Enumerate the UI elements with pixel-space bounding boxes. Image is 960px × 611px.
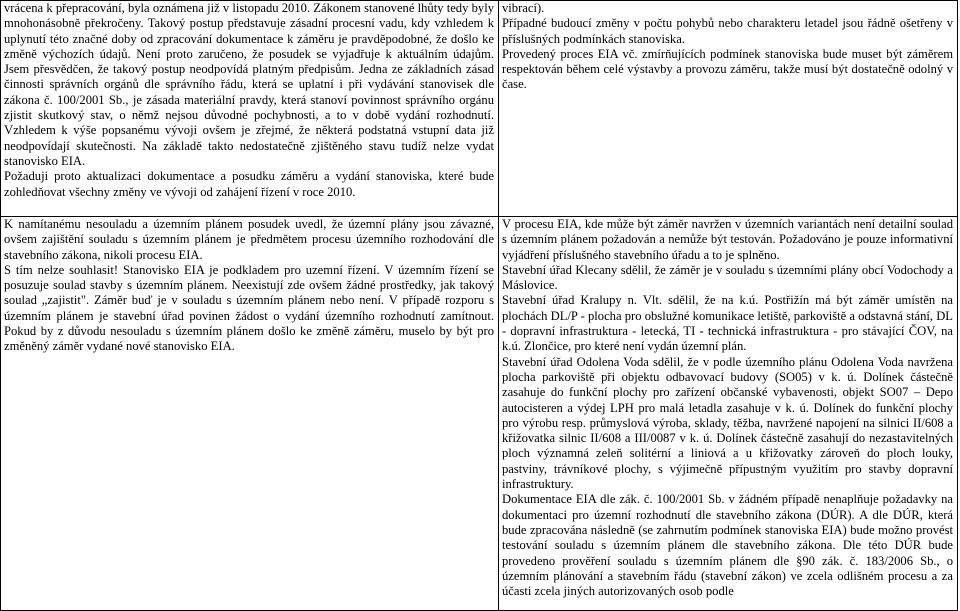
paragraph: Stavební úřad Klecany sdělil, že záměr je v souladu s územními plány obcí Vodochody a Máslovice. (502, 262, 953, 293)
table-row (1, 217, 958, 611)
table-row (1, 1, 958, 217)
paragraph: Stavební úřad Kralupy n. Vlt. sdělil, že na k.ú. Postřižín má být záměr umístěn na plochách DL/P - plocha pro obslužné komunikace letiště, parkoviště a odstavná stání, DL - dopravní infrastruktura - letecká, TI - technická infrastruktura - pro stávající ČOV, na k.ú. Zlončice, pro které není vydán územní plán. (502, 293, 953, 354)
paragraph: vibrací). (502, 1, 545, 15)
paragraph: Stavební úřad Odolena Voda sdělil, že v podle územního plánu Odolena Voda navržena plocha parkoviště při objektu odbavovací budovy (SO05) v k. ú. Dolínek částečně zasahuje do funkční plochy pro zařízení občanské vybavenosti, objekt SO07 – Depo autocisteren a výdej LPH pro malá letadla zasahuje v k. ú. Dolínek do funkční plochy pro výrobu resp. průmyslová výroba, sklady, těžba, navržené napojení na silnici II/608 a křižovatka silnic II/608 a III/0087 v k. ú. Dolínek částečně zasahují do nezastavitelných ploch významná zeleň solitérní a liniová a u křižovatky zároveň do ploch louky, pastviny, trávníkové plochy, s výjimečně přípustným využitím pro stavby dopravní infrastruktury. (502, 354, 953, 492)
paragraph: S tím nelze souhlasit! Stanovisko EIA je podkladem pro uzemní řízení. V územním řízení se posuzuje soulad stavby s územním plánem. Neexistují zde ovšem žádné prostředky, jak takový soulad „zajistit". Záměr buď je v souladu s územním plánem nebo není. V případě rozporu s územním plánem je stavební úřad povinen žádost o vydání územního rozhodnutí zamítnout. Pokud by z důvodu nesouladu s územním plánem došlo ke změně záměru, muselo by být pro změněný záměr vydané nové stanovisko EIA. (4, 262, 494, 354)
response-cell (499, 1, 958, 217)
response-cell (499, 217, 958, 611)
paragraph: vrácena k přepracování, byla oznámena již v listopadu 2010. Zákonem stanovené lhůty tedy byly mnohonásobně překročeny. Takový postup představuje zásadní procesní vadu, kdy vzhledem k uplynutí této značné doby od zpracování dokumentace k záměru je pravděpodobné, že došlo ke změně výchozích údajů. Není proto zaručeno, že posudek se vyjadřuje k aktuálním údajům. Jsem přesvědčen, že takový postup neodpovídá platným předpisům. Jedna ze základních zásad činnosti správních orgánů dle správního řádu, která se uplatní i při vydávání stanovisek dle zákona č. 100/2001 Sb., je zásada materiální pravdy, která stanoví povinnost správního orgánu zjistit skutkový stav, o němž nejsou důvodné pochybnosti, a to v době vydání rozhodnutí. Vzhledem k výše popsanému vývoji ovšem je zřejmé, že některá podstatná vstupní data již neodpovídají skutečnosti. Na základě takto nedostatečně zjištěného stavu tudíž nelze vydat stanovisko EIA. (4, 1, 494, 168)
paragraph: Dokumentace EIA dle zák. č. 100/2001 Sb. v žádném případě nenaplňuje požadavky na dokumentaci pro územní rozhodnutí dle stavebního zákona (DÚR). A dle DÚR, která bude zpracována následně (se zahrnutím podmínek stanoviska EIA) bude možno provést testování souladu s územním plánem dle stavebního zákona. Dle této DÚR bude provedeno prověření souladu s územním plánem dle §90 zák. č. 183/2006 Sb., o územním plánování a stavebním řádu (stavební zákon) ve zcela odlišném procesu a za účasti zcela jiných autorizovaných osob podle (502, 492, 953, 599)
comment-cell (1, 1, 499, 217)
comment-cell (1, 217, 499, 611)
paragraph: Požaduji proto aktualizaci dokumentace a posudku záměru a vydání stanoviska, které bude zohledňovat všechny změny ve vývoji od zahájení řízení v roce 2010. (4, 169, 494, 199)
paragraph: V procesu EIA, kde může být záměr navržen v územních variantách není detailní soulad s územním plánem požadován a nemůže být testován. Požadováno je pouze informativní vyjádření příslušného stavebního úřadu a to je splněno. (502, 217, 953, 262)
paragraph: K namítanému nesouladu a územním plánem posudek uvedl, že územní plány jsou závazné, ovšem zajištění souladu s územním plánem je předmětem procesu územního rozhodování dle stavebního zákona, nikoli procesu EIA. (4, 217, 494, 262)
paragraph: Případné budoucí změny v počtu pohybů nebo charakteru letadel jsou řádně ošetřeny v příslušných podmínkách stanoviska. (502, 16, 953, 46)
paragraph: Provedený proces EIA vč. zmírňujících podmínek stanoviska bude muset být záměrem respektován během celé výstavby a provozu záměru, takže musí být dostatečně odolný v čase. (502, 46, 953, 92)
